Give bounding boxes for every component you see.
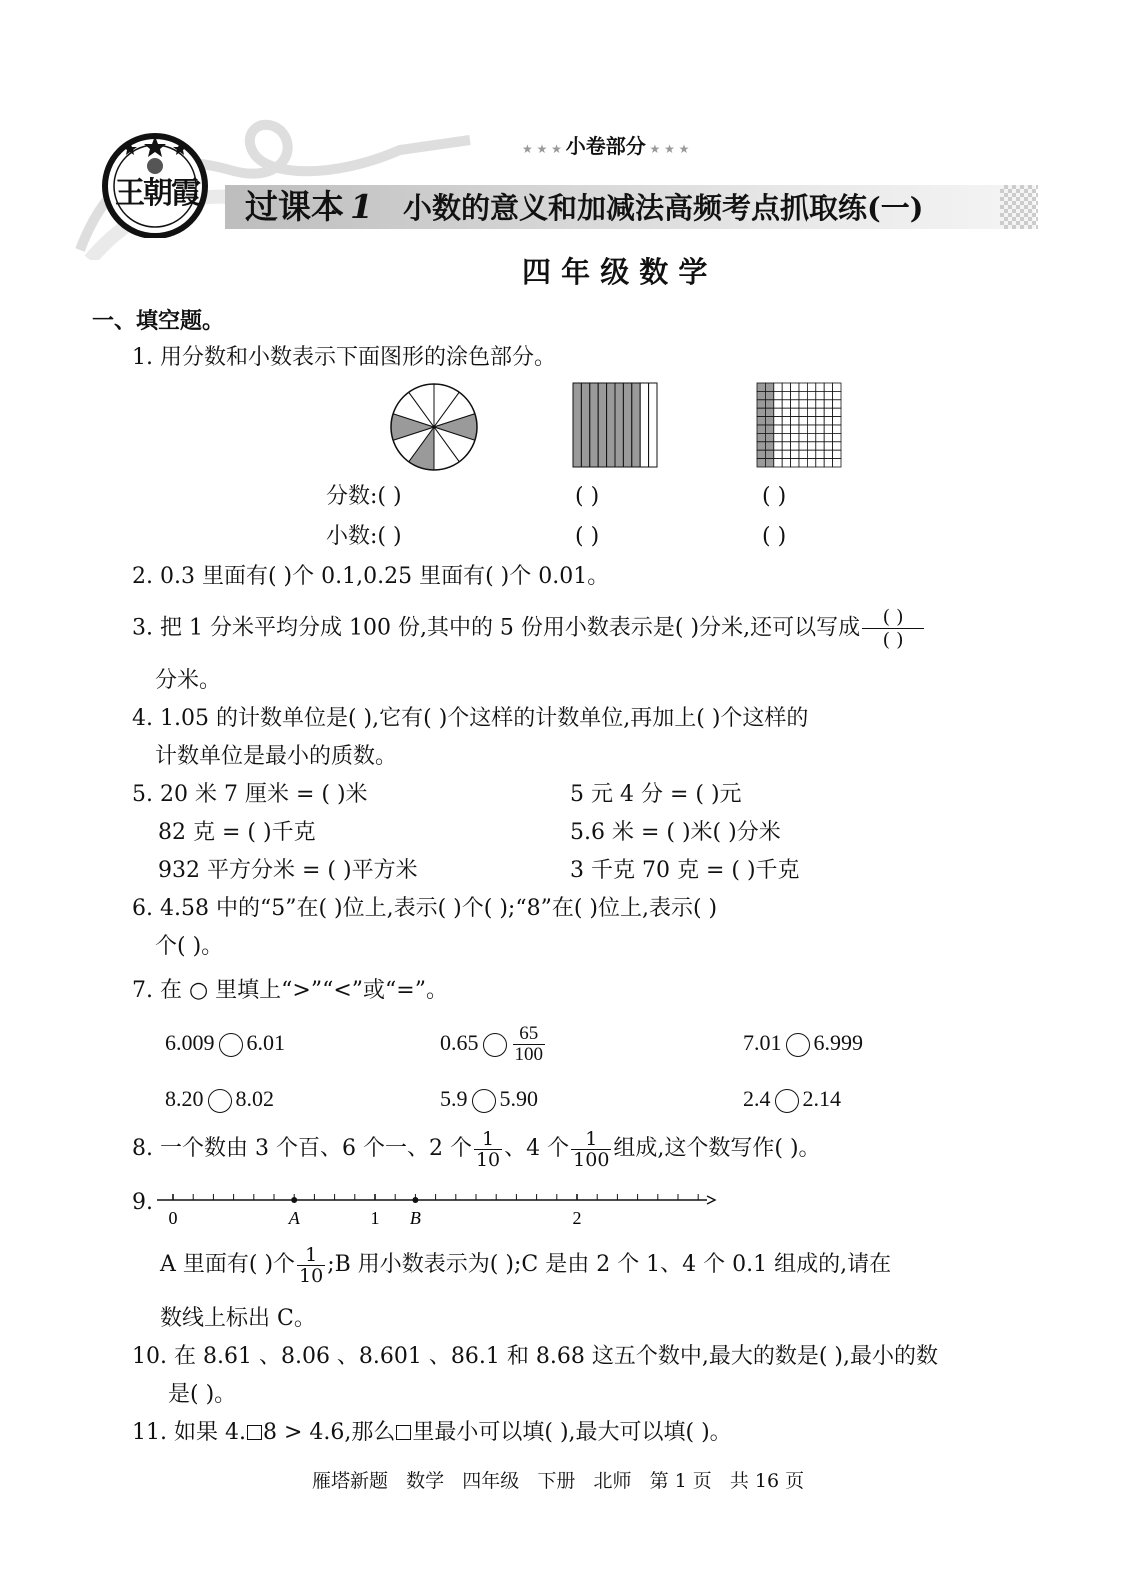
number-line-label: 2 <box>572 1208 582 1228</box>
grid-cell <box>799 459 807 467</box>
q1-fraction-b[interactable]: ( ) <box>575 484 600 509</box>
grid-cell <box>807 417 815 425</box>
strip <box>649 383 657 467</box>
grid-cell <box>824 433 832 441</box>
grid-cell <box>791 425 799 433</box>
grid-cell <box>791 417 799 425</box>
compare-circle[interactable] <box>472 1089 496 1113</box>
grid-cell <box>833 408 841 416</box>
grid-cell <box>757 442 765 450</box>
number-line-label: B <box>409 1208 421 1228</box>
grid-cell <box>824 383 832 391</box>
star-icon: ★ ★ ★ <box>522 142 566 156</box>
question-9-num: 9. <box>132 1190 153 1215</box>
grid-cell <box>824 408 832 416</box>
compare-circle[interactable] <box>786 1033 810 1057</box>
strip <box>615 383 623 467</box>
question-9-cont: 数线上标出 C。 <box>160 1306 316 1331</box>
grid-cell <box>757 400 765 408</box>
q1-fraction-c[interactable]: ( ) <box>762 484 787 509</box>
grid-cell <box>833 425 841 433</box>
grid-cell <box>782 425 790 433</box>
grid-cell <box>824 442 832 450</box>
grid-cell <box>774 391 782 399</box>
grid-cell <box>791 391 799 399</box>
grid-cell <box>799 400 807 408</box>
grid-cell <box>757 459 765 467</box>
grid-cell <box>824 459 832 467</box>
grid-cell <box>833 433 841 441</box>
blank-square[interactable] <box>396 1425 411 1440</box>
grid-cell <box>833 459 841 467</box>
compare-item-4[interactable]: 8.20 8.02 <box>165 1086 274 1111</box>
grid-cell <box>774 408 782 416</box>
compare-item-1[interactable]: 6.009 6.01 <box>165 1030 285 1055</box>
q3-blank-fraction[interactable]: $\frac{( )}{( )}$ <box>862 606 924 651</box>
grid-cell <box>816 459 824 467</box>
fraction: $\frac{1}{10}$ <box>299 1243 324 1287</box>
grid-cell <box>774 417 782 425</box>
grid-cell <box>765 450 773 458</box>
section-label: ★ ★ ★ 小卷部分 ★ ★ ★ <box>522 134 690 158</box>
grid-cell <box>791 442 799 450</box>
compare-item-3[interactable]: 7.01 6.999 <box>743 1030 863 1055</box>
strip <box>640 383 648 467</box>
grid-cell <box>774 400 782 408</box>
compare-circle[interactable] <box>219 1033 243 1057</box>
grid-cell <box>774 450 782 458</box>
grid-cell <box>757 383 765 391</box>
question-10[interactable]: 10. 在 8.61 、8.06 、8.601 、86.1 和 8.68 这五个数中,最大的数是( ),最小的数 <box>132 1344 938 1369</box>
grid-cell <box>807 425 815 433</box>
page-title: 过课本 1 小数的意义和加减法高频考点抓取练(一) <box>245 187 924 226</box>
grid-cell <box>765 408 773 416</box>
grid-cell <box>807 391 815 399</box>
question-6[interactable]: 6. 4.58 中的“5”在( )位上,表示( )个( );“8”在( )位上,表示( ) <box>132 896 718 921</box>
question-3[interactable]: 3. 把 1 分米平均分成 100 份,其中的 5 份用小数表示是( )分米,还可以写成 $\frac{( )}{( )}$ <box>132 606 924 651</box>
grid-cell <box>824 417 832 425</box>
strip <box>598 383 606 467</box>
grid-cell <box>791 459 799 467</box>
grid-cell <box>774 442 782 450</box>
grid-cell <box>782 442 790 450</box>
grid-cell <box>765 425 773 433</box>
blank-square[interactable] <box>247 1425 262 1440</box>
grid-cell <box>807 408 815 416</box>
grid-cell <box>833 383 841 391</box>
grid-cell <box>807 383 815 391</box>
grid-cell <box>799 433 807 441</box>
grid-cell <box>807 433 815 441</box>
grid-cell <box>782 408 790 416</box>
pie-figure <box>388 381 480 473</box>
grid-cell <box>774 383 782 391</box>
strip <box>607 383 615 467</box>
grid-cell <box>765 433 773 441</box>
question-8[interactable]: 8. 一个数由 3 个百、6 个一、2 个 $\frac{1}{10}$ 、4 个 $\frac{1}{100}$ 组成,这个数写作( )。 <box>132 1127 821 1171</box>
grid-cell <box>782 433 790 441</box>
q1-decimal-c[interactable]: ( ) <box>762 524 787 549</box>
subtitle: 四 年 级 数 学 <box>522 255 708 289</box>
grid-cell <box>824 450 832 458</box>
grid-cell <box>799 417 807 425</box>
grid-cell <box>791 400 799 408</box>
number-line-label: 0 <box>168 1208 178 1228</box>
grid-cell <box>816 442 824 450</box>
number-line-point <box>291 1197 297 1203</box>
question-5f[interactable]: 3 千克 70 克 = ( )千克 <box>570 858 800 883</box>
compare-circle[interactable] <box>775 1089 799 1113</box>
question-7: 7. 在 ○ 里填上“>”“<”或“=”。 <box>132 978 448 1003</box>
q1-decimal-a[interactable]: 小数:( ) <box>326 524 402 549</box>
grid-cell <box>816 433 824 441</box>
grid-cell <box>816 425 824 433</box>
grid-cell <box>799 408 807 416</box>
grid-cell <box>816 450 824 458</box>
grid-cell <box>816 408 824 416</box>
grid-cell <box>782 391 790 399</box>
grid-cell <box>765 417 773 425</box>
grid-cell <box>774 425 782 433</box>
grid-cell <box>774 459 782 467</box>
question-10-cont[interactable]: 是( )。 <box>168 1382 237 1407</box>
fraction: $\frac{65}{100}$ <box>514 1023 543 1066</box>
grid-cell <box>824 400 832 408</box>
grid-cell <box>757 408 765 416</box>
grid-cell <box>833 442 841 450</box>
grid-cell <box>807 442 815 450</box>
compare-circle[interactable] <box>208 1089 232 1113</box>
question-1: 1. 用分数和小数表示下面图形的涂色部分。 <box>132 345 556 370</box>
strip <box>573 383 581 467</box>
fraction: $\frac{1}{10}$ <box>475 1127 501 1171</box>
grid-cell <box>765 391 773 399</box>
arrow-icon <box>707 1196 715 1204</box>
grid-cell <box>782 400 790 408</box>
number-line-label: 1 <box>370 1208 380 1228</box>
footer: 雁塔新题 数学 四年级 下册 北师 第 1 页 共 16 页 <box>312 1470 805 1492</box>
grid-cell <box>833 391 841 399</box>
grid-cell <box>791 450 799 458</box>
grid-cell <box>816 391 824 399</box>
star-icon: ★ ★ ★ <box>645 142 690 156</box>
strip <box>632 383 640 467</box>
fraction: $\frac{1}{100}$ <box>573 1127 610 1171</box>
grid-cell <box>807 450 815 458</box>
compare-item-6[interactable]: 2.4 2.14 <box>743 1086 841 1111</box>
grid-cell <box>765 383 773 391</box>
grid-cell <box>833 450 841 458</box>
grid-cell <box>833 417 841 425</box>
q1-fraction-a[interactable]: 分数:( ) <box>326 484 402 509</box>
question-5e[interactable]: 932 平方分米 = ( )平方米 <box>158 858 418 883</box>
grid-cell <box>816 383 824 391</box>
question-5c[interactable]: 82 克 = ( )千克 <box>158 820 316 845</box>
question-6-cont[interactable]: 个( )。 <box>155 934 224 959</box>
grid-cell <box>799 425 807 433</box>
question-9[interactable]: A 里面有( )个 $\frac{1}{10}$ ;B 用小数表示为( );C 是由 2 个 1、4 个 0.1 组成的,请在 <box>160 1243 892 1287</box>
grid-cell <box>799 391 807 399</box>
number-line[interactable] <box>155 1188 720 1230</box>
grid-cell <box>757 450 765 458</box>
strip <box>623 383 631 467</box>
section-heading: 一、填空题。 <box>92 308 225 334</box>
grid-cell <box>791 408 799 416</box>
grid-cell <box>774 433 782 441</box>
question-4[interactable]: 4. 1.05 的计数单位是( ),它有( )个这样的计数单位,再加上( )个这样的 <box>132 706 809 731</box>
title-bar-pattern <box>1000 185 1038 229</box>
question-5d[interactable]: 5.6 米 = ( )米( )分米 <box>570 820 781 845</box>
grid-cell <box>757 433 765 441</box>
number-line-label: A <box>288 1208 300 1228</box>
compare-item-2[interactable]: 0.65 $\frac{65}{100}$ <box>440 1023 543 1066</box>
grid-cell <box>765 400 773 408</box>
compare-item-5[interactable]: 5.9 5.90 <box>440 1086 538 1111</box>
grid-cell <box>833 400 841 408</box>
grid-cell <box>782 383 790 391</box>
grid-cell <box>807 400 815 408</box>
question-11[interactable]: 11. 如果 4. 8 > 4.6,那么 里最小可以填( ),最大可以填( )。 <box>132 1420 732 1445</box>
question-5a[interactable]: 5. 20 米 7 厘米 = ( )米 <box>132 782 368 807</box>
question-2[interactable]: 2. 0.3 里面有( )个 0.1,0.25 里面有( )个 0.01。 <box>132 564 610 589</box>
grid-cell <box>816 417 824 425</box>
grid-cell <box>824 425 832 433</box>
grid-figure <box>756 382 842 468</box>
grid-cell <box>782 417 790 425</box>
question-4-cont: 计数单位是最小的质数。 <box>155 744 398 769</box>
grid-cell <box>782 450 790 458</box>
number-line-point <box>412 1197 418 1203</box>
logo-text: 王朝霞 <box>115 176 199 211</box>
strip <box>581 383 589 467</box>
question-3-cont: 分米。 <box>155 668 222 693</box>
grid-cell <box>791 383 799 391</box>
grid-cell <box>765 459 773 467</box>
strip <box>590 383 598 467</box>
header <box>0 0 1139 300</box>
grid-cell <box>816 400 824 408</box>
grid-cell <box>799 450 807 458</box>
grid-cell <box>765 442 773 450</box>
question-5b[interactable]: 5 元 4 分 = ( )元 <box>570 782 742 807</box>
grid-cell <box>757 391 765 399</box>
grid-cell <box>757 425 765 433</box>
grid-cell <box>799 442 807 450</box>
q1-decimal-b[interactable]: ( ) <box>575 524 600 549</box>
grid-cell <box>757 417 765 425</box>
strips-figure <box>572 382 658 468</box>
grid-cell <box>824 391 832 399</box>
grid-cell <box>791 433 799 441</box>
grid-cell <box>807 459 815 467</box>
compare-circle[interactable] <box>483 1033 507 1057</box>
grid-cell <box>782 459 790 467</box>
grid-cell <box>799 383 807 391</box>
